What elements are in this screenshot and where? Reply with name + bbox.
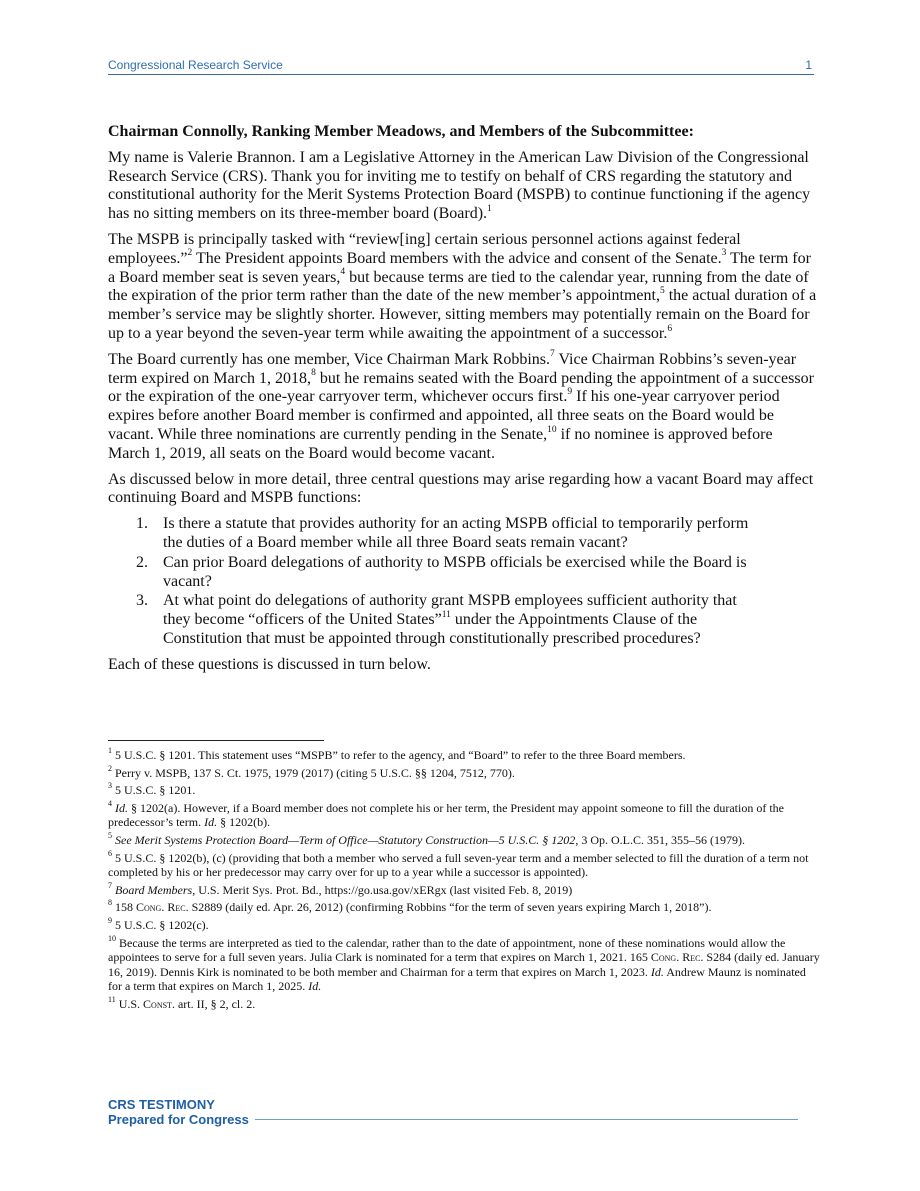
footnote: $^1$ 5 U.S.C. § 1201. This statement uses “MSPB” to refer to the agency, and “Board” to refer to the three Board members. xyxy=(108,746,686,762)
paragraph-mspb-role: The MSPB is principally tasked with “review[ing] certain serious personnel actions against federal employees.”$^2$ The President appoints Board members with the advice and consent of the Senate.$^3$ The term for a Board member seat is seven years,$^4$ but because terms are tied to the calendar year, running from the date of the expiration of the prior term rather than the date of the new member’s appointment,$^5$ the actual duration of a member’s service may be slightly shorter. However, sitting members may potentially remain on the Board for up to a year beyond the seven-year term while awaiting the appointment of a successor.$^6$ xyxy=(108,230,817,342)
footnote: $^8$ 158 Cong. Rec. S2889 (daily ed. Apr. 26, 2012) (confirming Robbins “for the term of seven years expiring March 1, 2018”). xyxy=(108,898,712,915)
footnote: $^6$ 5 U.S.C. § 1202(b), (c) (providing that both a member who served a full seven-year term and a member selected to fill the duration of a term not completed by his or her predecessor may carry over for up to a year while a successor is appointed). xyxy=(108,848,809,880)
footnote: $^2$ Perry v. MSPB, 137 S. Ct. 1975, 1979 (2017) (citing 5 U.S.C. §§ 1204, 7512, 770). xyxy=(108,763,515,780)
footnote: $^4$ Id. § 1202(a). However, if a Board member does not complete his or her term, the President may appoint someone to fill the duration of the predecessor’s term. Id. § 1202(b). xyxy=(108,798,785,830)
footnote: $^{11}$ U.S. Const. art. II, § 2, cl. 2. xyxy=(108,994,256,1011)
footnote-ref[interactable]: 3 xyxy=(721,248,727,259)
questions-list xyxy=(108,515,818,649)
footnote-ref[interactable]: 6 xyxy=(667,323,673,334)
paragraph-closing: Each of these questions is discussed in turn below. xyxy=(108,655,431,673)
crs-testimony-footer xyxy=(108,1097,798,1127)
paragraph-intro: My name is Valerie Brannon. I am a Legislative Attorney in the American Law Division of the Congressional Research Service (CRS). Thank you for inviting me to testify on behalf of CRS regarding the statutory and constitutional authority for the Merit Systems Protection Board (MSPB) to continue functioning if the agency has no sitting members on its three-member board (Board).$^1$ xyxy=(108,148,811,223)
footer-subtitle-row xyxy=(108,1112,798,1127)
footnote: $^9$ 5 U.S.C. § 1202(c). xyxy=(108,915,209,932)
footnote: $^5$ See Merit Systems Protection Board—Term of Office—Statutory Construction—5 U.S.C. § 1202, 3 Op. O.L.C. 351, 355–56 (1979). xyxy=(108,830,745,847)
salutation: Chairman Connolly, Ranking Member Meadows, and Members of the Subcommittee: xyxy=(108,123,694,140)
footnote: $^7$ Board Members, U.S. Merit Sys. Prot. Bd., https://go.usa.gov/xERgx (last visited Feb. 8, 2019) xyxy=(108,880,573,897)
footnote-ref[interactable]: 10 xyxy=(547,424,557,435)
footnote-ref[interactable]: 4 xyxy=(340,267,346,278)
page-number: 1 xyxy=(805,58,812,72)
footnotes xyxy=(108,748,820,1015)
footer-title: CRS TESTIMONY xyxy=(108,1097,215,1112)
footnote-ref[interactable]: 8 xyxy=(311,368,316,379)
list-item: 1. Is there a statute that provides authority for an acting MSPB official to temporarily perform the duties of a Board member while all three Board seats remain vacant? xyxy=(136,515,749,551)
footnote-ref[interactable]: 1 xyxy=(487,203,492,214)
footer-rule xyxy=(255,1119,798,1120)
footer-subtitle: Prepared for Congress xyxy=(108,1112,249,1127)
footnote-ref[interactable]: 2 xyxy=(187,248,193,259)
footnote: $^{10}$ Because the terms are interpreted as tied to the calendar, rather than to the date of appointment, none of these nominations would allow the appointees to serve for a full seven years. Julia Clark is nominated for a term that expires on March 1, 2021. 165 Cong. Rec. S284 (daily ed. January 16, 2019). Dennis Kirk is nominated to be both member and Chairman for a term that expires on March 1, 2023. Id. Andrew Maunz is nominated for a term that expires on March 1, 2025. Id. xyxy=(108,933,820,994)
list-item: 2. Can prior Board delegations of authority to MSPB officials be exercised while the Board is vacant? xyxy=(136,553,747,590)
paragraph-board-status: The Board currently has one member, Vice Chairman Mark Robbins.$^7$ Vice Chairman Robbins’s seven-year term expired on March 1, 2018,$^8$ but he remains seated with the Board pending the appointment of a successor or the expiration of the one-year carryover term, whichever occurs first.$^9$ If his one-year carryover period expires before another Board member is confirmed and appointed, all three seats on the Board would be vacant. While three nominations are currently pending in the Senate,$^{10}$ if no nominee is approved before March 1, 2019, all seats on the Board would become vacant. xyxy=(108,349,814,462)
footnote-divider xyxy=(108,740,324,741)
footnote-ref[interactable]: 7 xyxy=(549,349,555,360)
header-org-name: Congressional Research Service xyxy=(108,58,283,72)
footnote-ref[interactable]: 11 xyxy=(441,609,451,620)
page-header xyxy=(108,58,814,75)
footnote-ref[interactable]: 9 xyxy=(567,387,573,398)
footnote: $^3$ 5 U.S.C. § 1201. xyxy=(108,781,196,798)
paragraph-questions-intro: As discussed below in more detail, three central questions may arise regarding how a vacant Board may affect continuing Board and MSPB functions: xyxy=(108,470,814,507)
list-item: 3. At what point do delegations of authority grant MSPB employees sufficient authority that they become “officers of the United States”$^{11}$ under the Appointments Clause of the Constitution that must be appointed through constitutionally prescribed procedures? xyxy=(136,592,737,647)
testimony-body xyxy=(108,123,818,682)
footnote-ref[interactable]: 5 xyxy=(659,286,665,297)
